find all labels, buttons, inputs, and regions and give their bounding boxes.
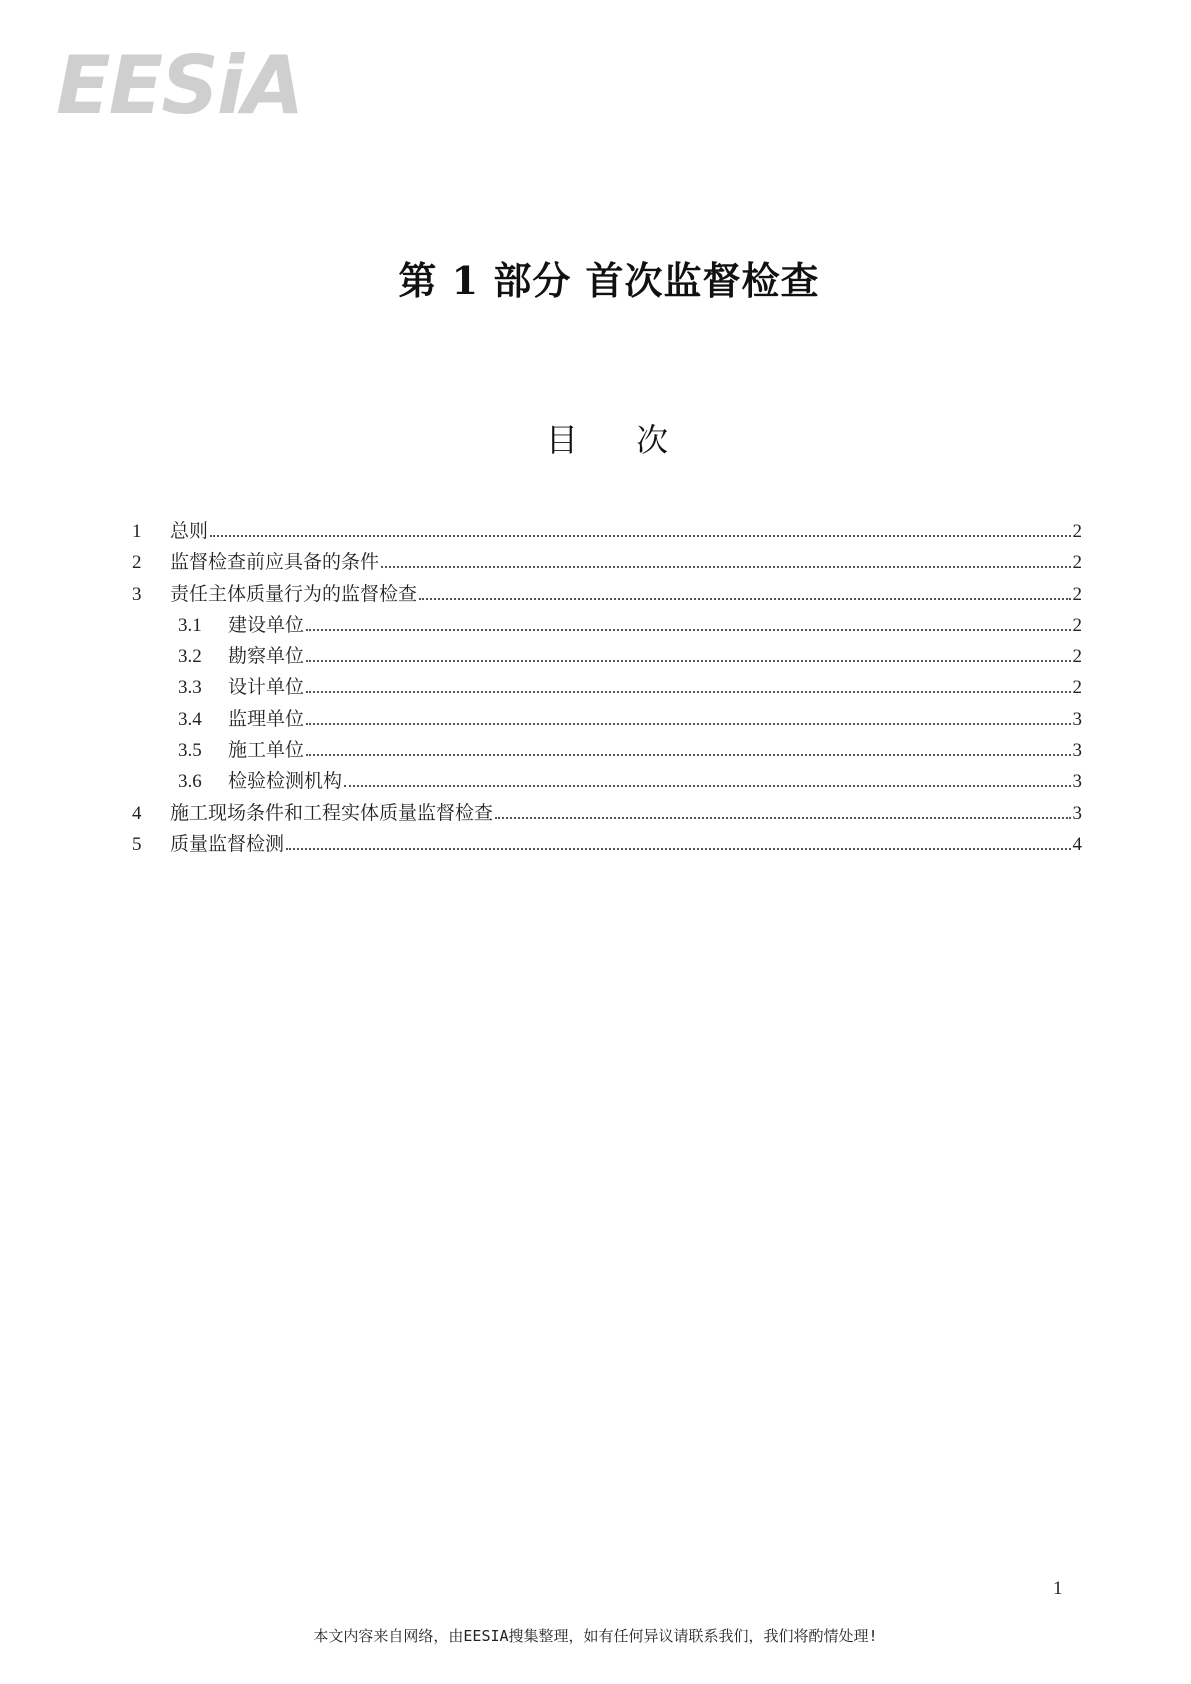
toc-item-page: 2 — [1072, 646, 1082, 668]
toc-item-page: 2 — [1072, 677, 1082, 699]
toc-dot-leader — [210, 534, 1070, 537]
toc-item-page: 4 — [1072, 833, 1082, 855]
toc-item-3-1[interactable] — [132, 610, 1082, 641]
toc-item-number: 4 — [132, 802, 142, 824]
toc-item-2[interactable] — [132, 547, 1082, 578]
toc-dot-leader — [344, 784, 1070, 787]
toc-item-number: 3.2 — [178, 646, 202, 668]
toc-item-number: 2 — [132, 552, 142, 574]
footer-disclaimer: 本文内容来自网络，由EESIA搜集整理，如有任何异议请联系我们，我们将酌情处理! — [313, 1627, 878, 1645]
toc-dot-leader — [419, 597, 1070, 600]
toc-item-3-6[interactable] — [132, 766, 1082, 797]
toc-item-3-3[interactable] — [132, 672, 1082, 703]
toc-item-page: 2 — [1072, 552, 1082, 574]
toc-item-number: 3.3 — [178, 677, 202, 699]
toc-item-number: 1 — [132, 521, 142, 542]
toc-item-page: 3 — [1072, 740, 1082, 762]
toc-item-3[interactable] — [132, 579, 1082, 610]
toc-item-label: 设计单位 — [228, 676, 305, 699]
toc-item-page: 3 — [1072, 771, 1082, 793]
toc-item-page: 3 — [1072, 708, 1082, 730]
toc-item-label: 勘察单位 — [228, 645, 305, 668]
toc-item-label: 检验检测机构 — [228, 770, 343, 793]
toc-item-number: 3.5 — [178, 740, 202, 762]
toc-item-number: 3.1 — [178, 614, 202, 636]
toc-item-page: 2 — [1072, 614, 1082, 636]
toc-item-page: 2 — [1072, 521, 1082, 542]
page-number: 1 — [1053, 1578, 1063, 1599]
toc-item-label: 总则 — [170, 520, 209, 542]
toc-dot-leader — [306, 753, 1070, 756]
toc-item-number: 5 — [132, 833, 142, 855]
toc-item-label: 责任主体质量行为的监督检查 — [170, 582, 418, 605]
toc-item-3-4[interactable] — [132, 704, 1082, 735]
part-title: 第 1 部分 首次监督检查 — [398, 258, 820, 303]
toc-item-4[interactable] — [132, 798, 1082, 829]
toc-dot-leader — [381, 565, 1070, 568]
toc-dot-leader — [306, 659, 1070, 662]
toc-dot-leader — [306, 690, 1070, 693]
toc-item-page: 2 — [1072, 583, 1082, 605]
eesia-logo: EESiA — [56, 39, 303, 132]
toc-item-5[interactable] — [132, 829, 1082, 860]
toc-item-3-2[interactable] — [132, 641, 1082, 672]
toc-item-page: 3 — [1072, 802, 1082, 824]
toc-dot-leader — [286, 847, 1070, 850]
toc-item-label: 质量监督检测 — [170, 832, 285, 855]
table-of-contents — [132, 516, 1082, 860]
toc-item-number: 3 — [132, 583, 142, 605]
toc-dot-leader — [306, 628, 1070, 631]
toc-item-label: 监督检查前应具备的条件 — [170, 551, 380, 574]
toc-heading: 目 次 — [545, 421, 673, 459]
toc-item-label: 建设单位 — [228, 613, 305, 636]
toc-dot-leader — [495, 816, 1070, 819]
toc-item-number: 3.6 — [178, 771, 202, 793]
toc-item-1[interactable] — [132, 516, 1082, 547]
toc-item-label: 施工现场条件和工程实体质量监督检查 — [170, 801, 494, 824]
toc-item-label: 监理单位 — [228, 707, 305, 730]
toc-item-number: 3.4 — [178, 708, 202, 730]
toc-item-label: 施工单位 — [228, 739, 305, 762]
toc-dot-leader — [306, 722, 1070, 725]
toc-item-3-5[interactable] — [132, 735, 1082, 766]
